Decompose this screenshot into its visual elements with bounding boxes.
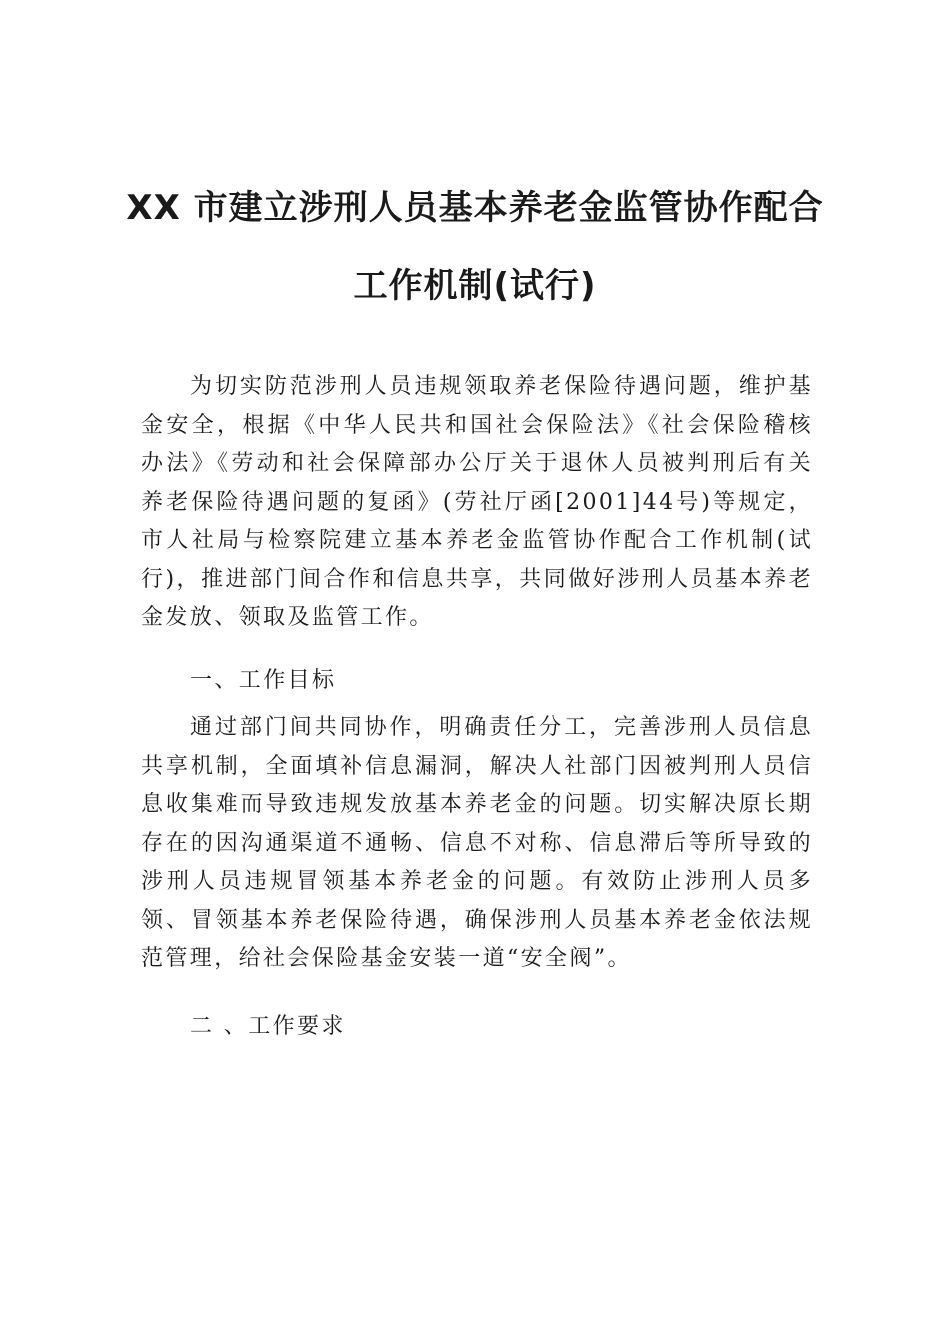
section-heading-work-goals: 一、工作目标: [190, 668, 337, 693]
section-heading-work-requirements: 二 、工作要求: [190, 1014, 346, 1039]
work-goals-paragraph: 通过部门间共同协作，明确责任分工，完善涉刑人员信息共享机制，全面填补信息漏洞，解决人社部门因被判刑人员信息收集难而导致违规发放基本养老金的问题。切实解决原长期存在的因沟通渠道不通畅、信息不对称、信息滞后等所导致的涉刑人员违规冒领基本养老金的问题。有效防止涉刑人员多领、冒领基本养老保险待遇，确保涉刑人员基本养老金依法规范管理，给社会保险基金安装一道“安全阀”。: [141, 715, 813, 971]
document-title-line-1: XX 市建立涉刑人员基本养老金监管协作配合: [126, 188, 824, 228]
document-title-line-2: 工作机制(试行): [353, 266, 597, 306]
intro-paragraph: 为切实防范涉刑人员违规领取养老保险待遇问题，维护基金安全，根据《中华人民共和国社会保险法》《社会保险稽核办法》《劳动和社会保障部办公厅关于退休人员被判刑后有关养老保险待遇问题的复函》(劳社厅函[2001]44号)等规定，市人社局与检察院建立基本养老金监管协作配合工作机制(试行)，推进部门间合作和信息共享，共同做好涉刑人员基本养老金发放、领取及监管工作。: [141, 374, 813, 630]
